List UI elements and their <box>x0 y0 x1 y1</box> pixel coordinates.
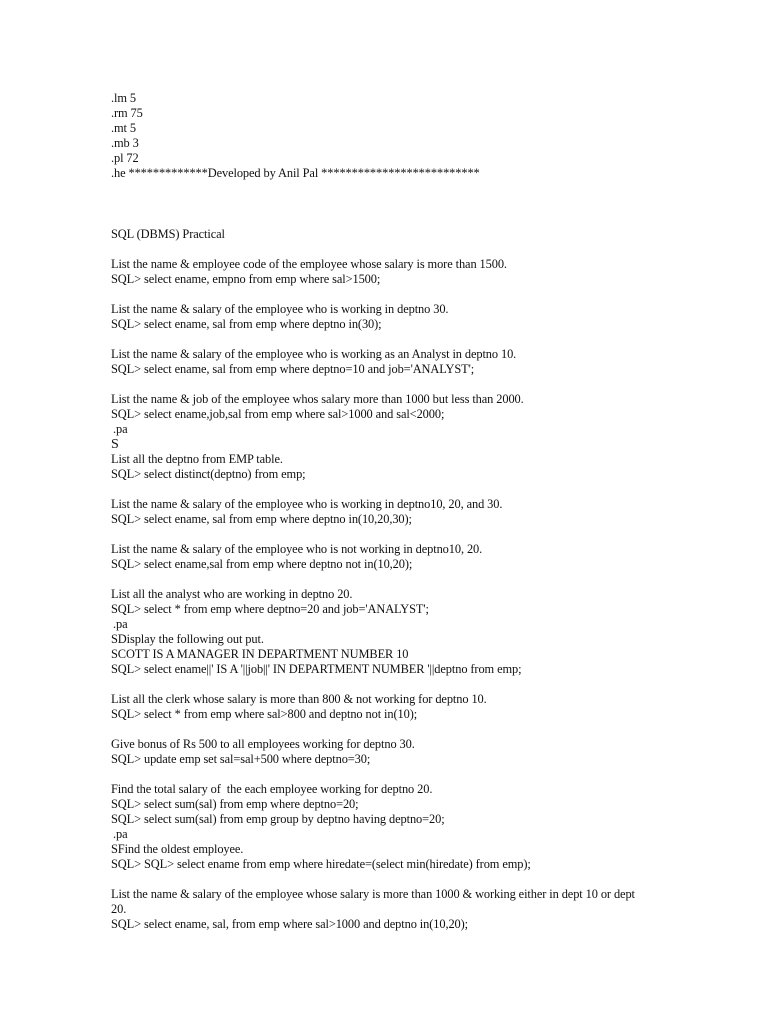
question-block <box>111 692 691 722</box>
sql-line: SQL> select ename,sal from emp where deptno not in(10,20); <box>111 557 413 571</box>
dot-commands <box>111 91 691 181</box>
question-text: List the name & employee code of the employee whose salary is more than 1500. <box>111 257 507 271</box>
question-block <box>111 347 691 377</box>
sql-line: SQL> select * from emp where deptno=20 and job='ANALYST'; <box>111 602 429 616</box>
question-block <box>111 497 691 527</box>
spacer <box>111 572 691 587</box>
spacer <box>111 527 691 542</box>
page-break-marker: S <box>111 437 119 452</box>
spacer <box>111 482 691 497</box>
question-text: List the name & salary of the employee who is working in deptno 30. <box>111 302 449 316</box>
header-developer-line: .he *************Developed by Anil Pal ************************** <box>111 166 480 180</box>
question-block <box>111 542 691 572</box>
sql-line: SQL> select ename||' IS A '||job||' IN DEPARTMENT NUMBER '||deptno from emp; <box>111 662 522 676</box>
spacer <box>111 242 691 257</box>
page-break-command: .pa <box>113 827 128 841</box>
dot-command-line: .rm 75 <box>111 106 143 120</box>
spacer <box>111 181 691 227</box>
document-page <box>111 91 691 932</box>
question-text: List all the analyst who are working in deptno 20. <box>111 587 353 601</box>
sql-line: SQL> select ename, sal from emp where deptno=10 and job='ANALYST'; <box>111 362 475 376</box>
question-text: SFind the oldest employee. <box>111 842 244 856</box>
spacer <box>111 377 691 392</box>
sql-line: SQL> select * from emp where sal>800 and deptno not in(10); <box>111 707 418 721</box>
dot-command-line: .mb 3 <box>111 136 139 150</box>
question-block <box>111 587 691 677</box>
sql-line: SQL> select sum(sal) from emp group by deptno having deptno=20; <box>111 812 445 826</box>
question-text: List the name & salary of the employee who is working in deptno10, 20, and 30. <box>111 497 503 511</box>
question-block <box>111 257 691 287</box>
spacer <box>111 287 691 302</box>
question-block <box>111 302 691 332</box>
dot-command-line: .mt 5 <box>111 121 136 135</box>
page-break-command: .pa <box>113 422 128 436</box>
spacer <box>111 677 691 692</box>
question-block <box>111 782 691 872</box>
sql-line: SQL> select ename, sal, from emp where sal>1000 and deptno in(10,20); <box>111 917 469 931</box>
question-text: SDisplay the following out put. <box>111 632 264 646</box>
question-text: List the name & job of the employee whos salary more than 1000 but less than 2000. <box>111 392 524 406</box>
page-break-command: .pa <box>113 617 128 631</box>
sql-line: SQL> SQL> select ename from emp where hiredate=(select min(hiredate) from emp); <box>111 857 531 871</box>
sql-line: SQL> select ename, empno from emp where sal>1500; <box>111 272 381 286</box>
dot-command-line: .lm 5 <box>111 91 136 105</box>
document-title: SQL (DBMS) Practical <box>111 227 225 241</box>
spacer <box>111 722 691 737</box>
sql-line: SQL> select distinct(deptno) from emp; <box>111 467 306 481</box>
output-example: SCOTT IS A MANAGER IN DEPARTMENT NUMBER 10 <box>111 647 409 661</box>
spacer <box>111 767 691 782</box>
spacer <box>111 872 691 887</box>
question-text: List all the clerk whose salary is more than 800 & not working for deptno 10. <box>111 692 487 706</box>
question-text: Give bonus of Rs 500 to all employees working for deptno 30. <box>111 737 415 751</box>
question-text-continued: 20. <box>111 902 127 916</box>
sql-line: SQL> select ename,job,sal from emp where sal>1000 and sal<2000; <box>111 407 445 421</box>
sql-line: SQL> update emp set sal=sal+500 where deptno=30; <box>111 752 371 766</box>
sql-line: SQL> select sum(sal) from emp where deptno=20; <box>111 797 359 811</box>
sql-line: SQL> select ename, sal from emp where deptno in(30); <box>111 317 382 331</box>
sql-line: SQL> select ename, sal from emp where deptno in(10,20,30); <box>111 512 412 526</box>
dot-command-line: .pl 72 <box>111 151 139 165</box>
question-block <box>111 887 691 932</box>
question-text: Find the total salary of the each employee working for deptno 20. <box>111 782 433 796</box>
question-text: List the name & salary of the employee whose salary is more than 1000 & working either in dept 10 or dept <box>111 887 635 901</box>
question-block <box>111 392 691 482</box>
question-text: List the name & salary of the employee who is working as an Analyst in deptno 10. <box>111 347 517 361</box>
question-text: List all the deptno from EMP table. <box>111 452 283 466</box>
spacer <box>111 332 691 347</box>
question-text: List the name & salary of the employee who is not working in deptno10, 20. <box>111 542 483 556</box>
question-block <box>111 737 691 767</box>
